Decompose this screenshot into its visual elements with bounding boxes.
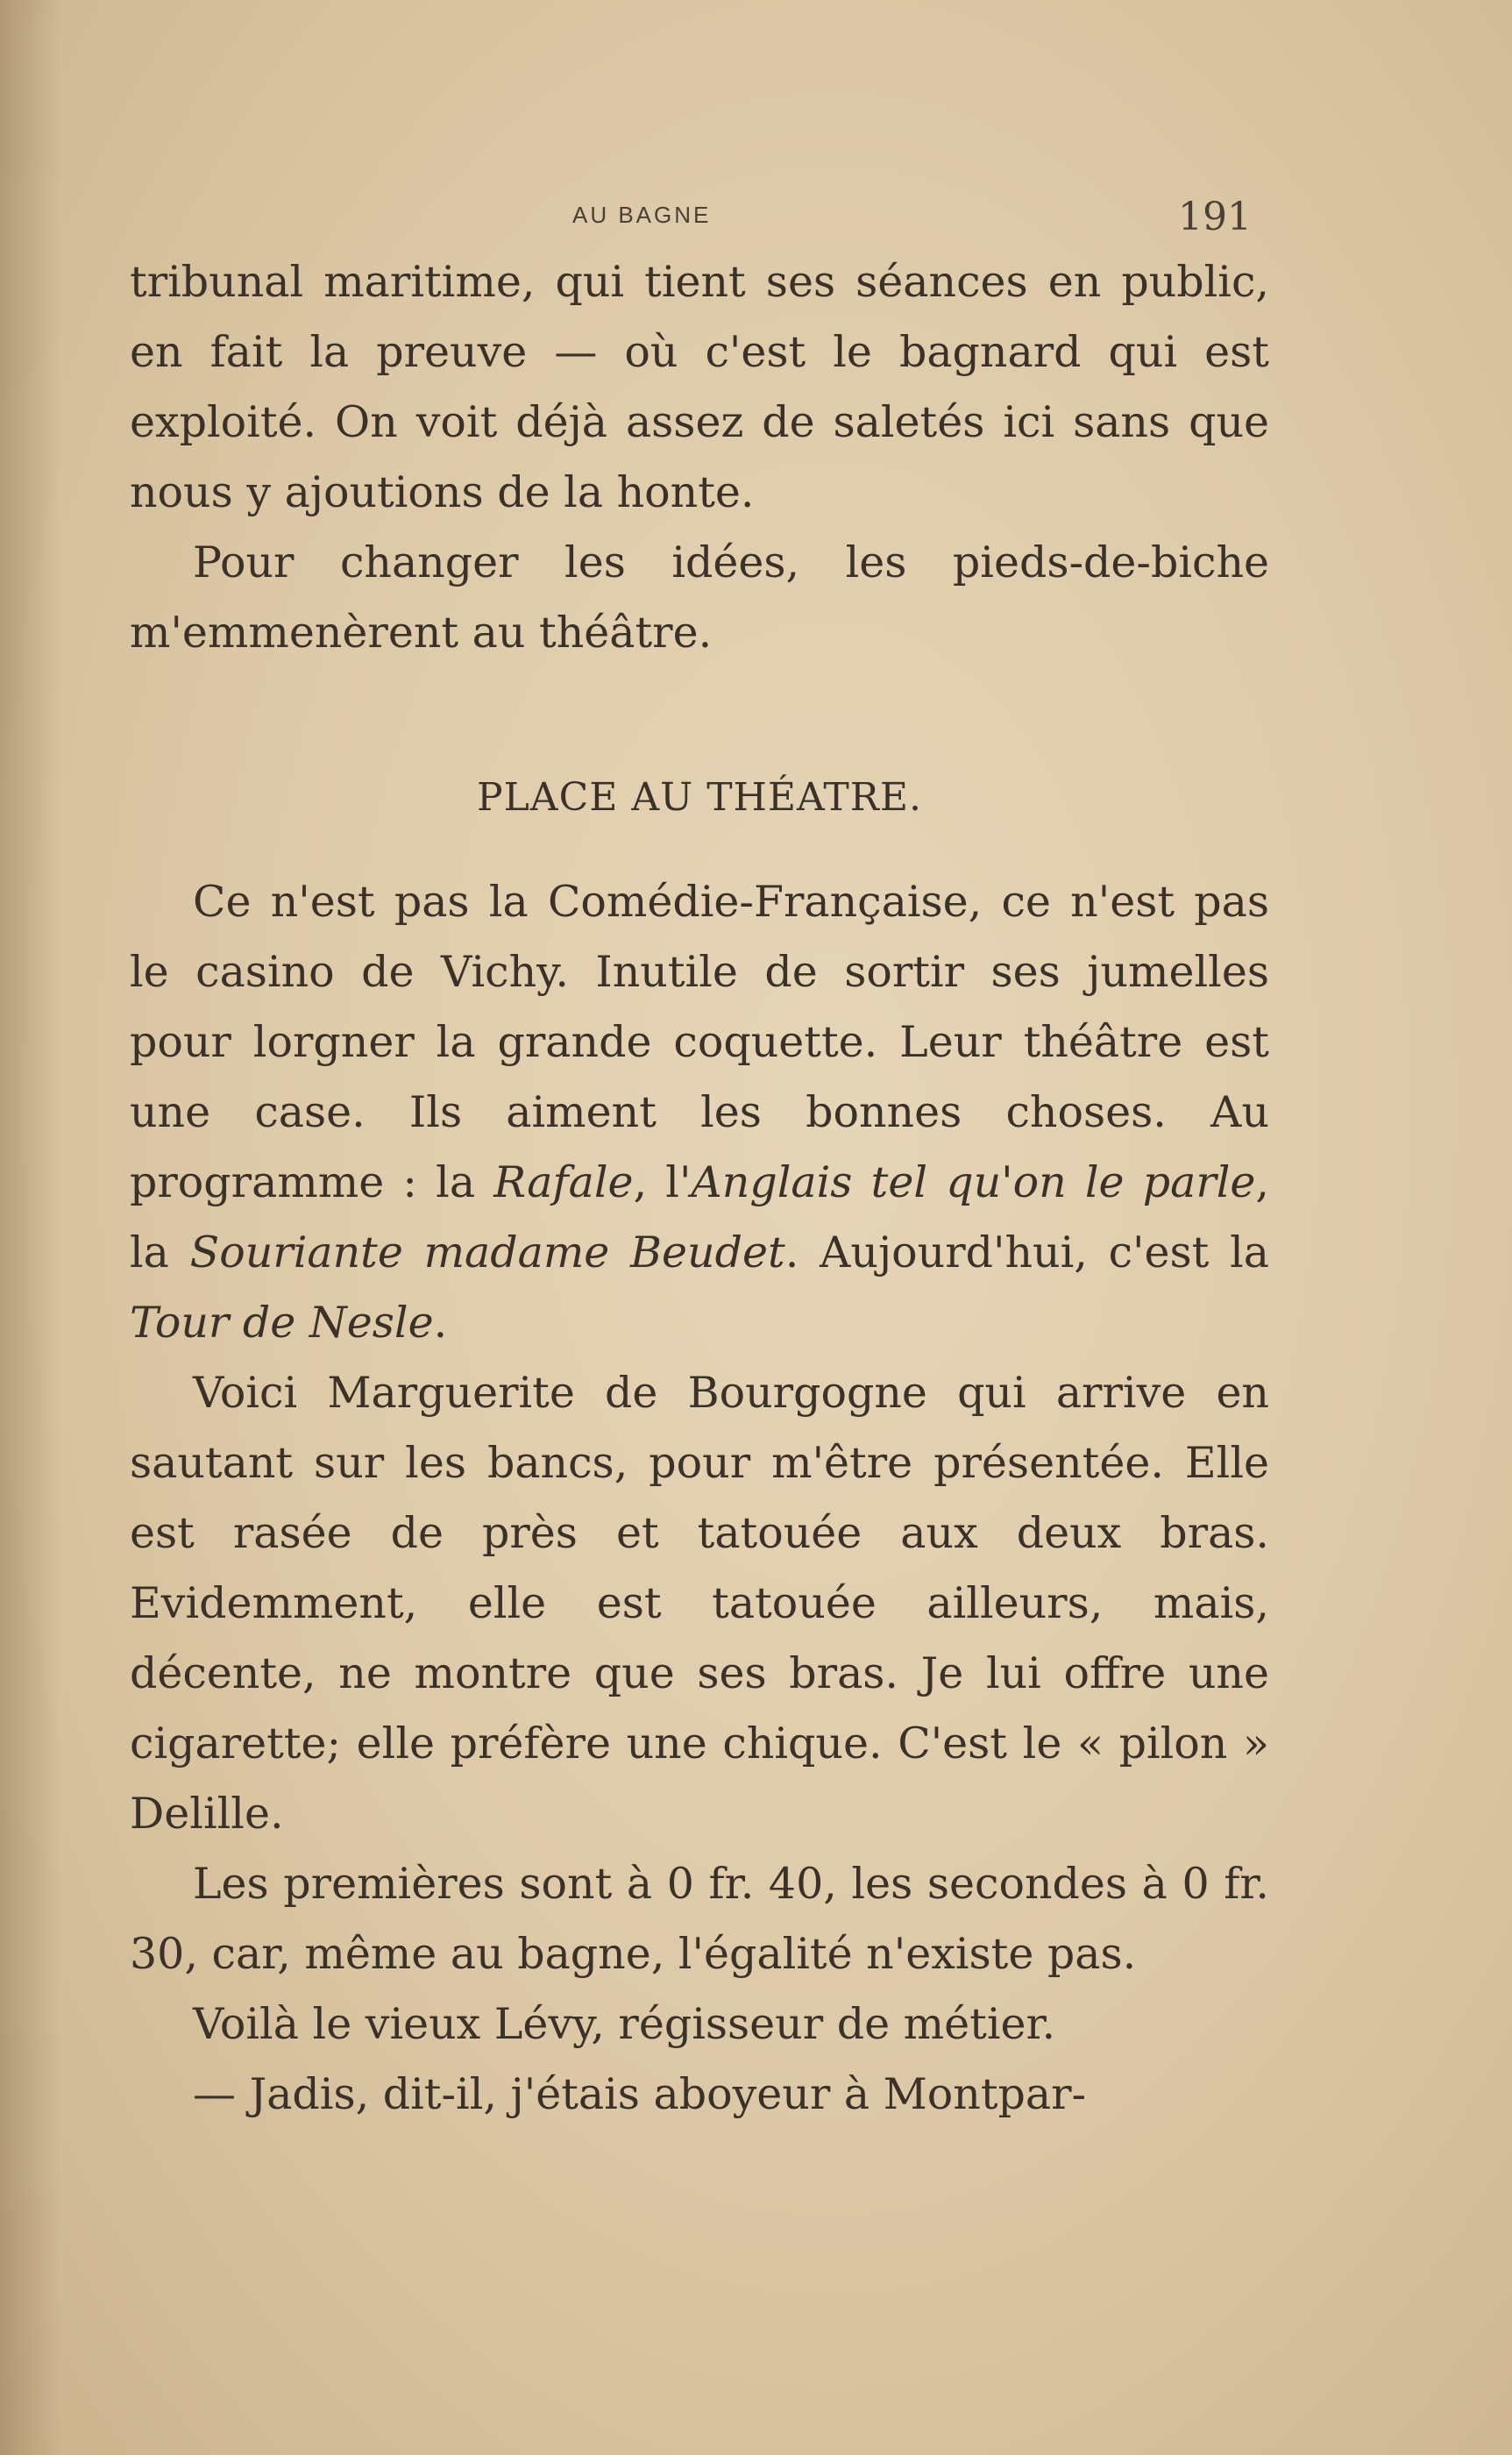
p3-text-b: , l' [633, 1157, 692, 1207]
paragraph-4: Voici Marguerite de Bourgogne qui arrive en sautant sur les bancs, pour m'être présentée. Elle est rasée de près et tatouée aux deux bras. Evidemment, elle est tatouée ailleurs, mais, décente, ne montre que ses bras. Je lui offre une cigarette; elle préfère une chique. C'est le « pilon » Delille. [130, 1368, 1269, 1839]
title-anglais: Anglais tel qu'on le parle [691, 1157, 1256, 1207]
title-tour-de-nesle: Tour de Nesle [130, 1298, 434, 1348]
section-heading: PLACE AU THÉATRE. [476, 775, 922, 820]
paragraph-2: Pour changer les idées, les pieds-de-biche m'emmenèrent au théâtre. [130, 537, 1269, 658]
paragraph-6: Voilà le vieux Lévy, régisseur de métier. [193, 1999, 1056, 2049]
paragraph-5: Les premières sont à 0 fr. 40, les secondes à 0 fr. 30, car, même au bagne, l'égalité n'existe pas. [130, 1859, 1269, 1979]
title-souriante: Souriante madame Beudet [189, 1228, 785, 1277]
p3-text-c: , la [130, 1157, 1269, 1277]
paragraph-3 [130, 867, 1269, 1358]
page-number: 191 [1178, 195, 1252, 239]
paragraph-7: — Jadis, dit-il, j'étais aboyeur à Montpar- [193, 2069, 1087, 2119]
running-head [130, 195, 1269, 247]
paragraph-1: tribunal maritime, qui tient ses séances en public, en fait la preuve — où c'est le bagnard qui est exploité. On voit déjà assez de saletés ici sans que nous y ajoutions de la honte. [130, 257, 1269, 517]
p3-text-e: . [433, 1298, 448, 1348]
page-content [130, 195, 1269, 2130]
p3-text-d: . Aujourd'hui, c'est la [784, 1228, 1269, 1277]
running-title: AU BAGNE [572, 202, 712, 228]
p3-text-a: Ce n'est pas la Comédie-Française, ce n'est pas le casino de Vichy. Inutile de sortir ses jumelles pour lorgner la grande coquette. Leur théâtre est une case. Ils aiment les bonnes choses. Au programme : la [130, 877, 1269, 1207]
page-gutter-shadow [0, 0, 61, 2455]
title-rafale: Rafale [493, 1157, 634, 1207]
